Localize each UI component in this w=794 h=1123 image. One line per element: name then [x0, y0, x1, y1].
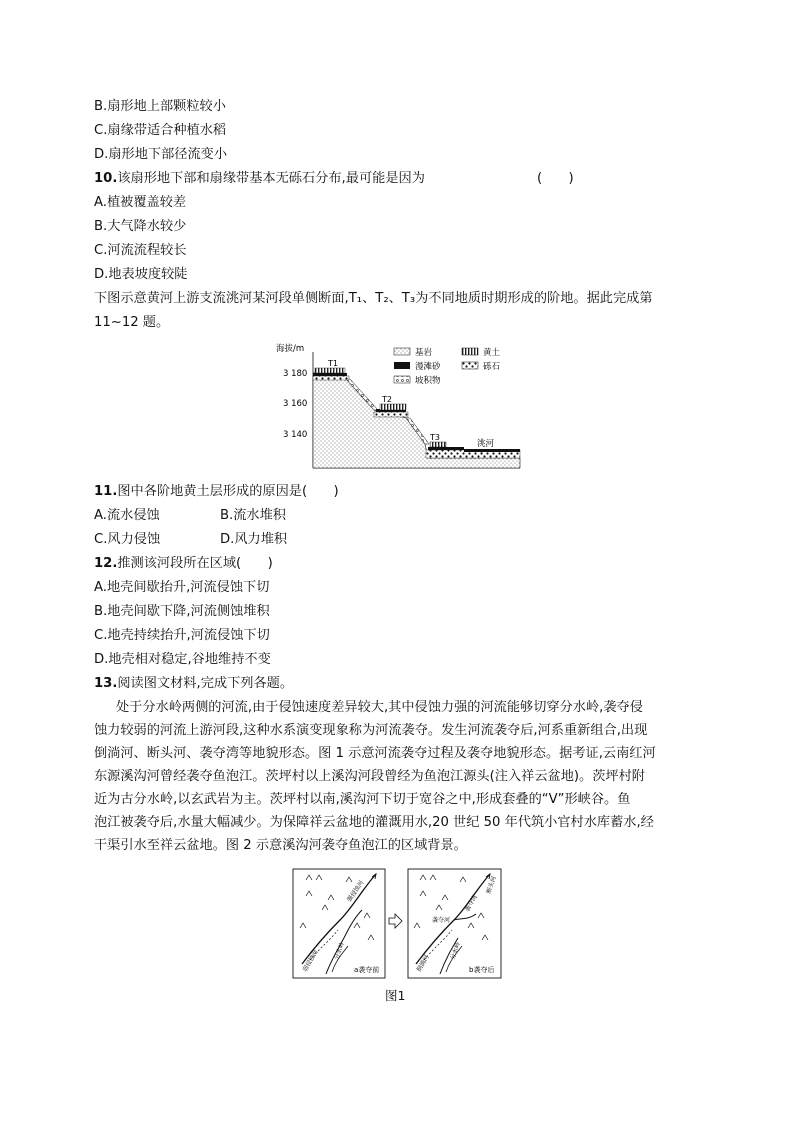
floodplain-sand — [464, 449, 520, 452]
q9-option-c: C.扇缘带适合种植水稻 — [94, 123, 227, 138]
t3-sand — [428, 447, 464, 450]
q13-para-line-4: 东源溪沟河曾经袭夺鱼泡江。茨坪村以上溪沟河段曾经为鱼泡江源头(注入祥云盆地)。茨坪村附 — [94, 769, 645, 784]
panel-a-caption: a袭夺前 — [354, 966, 380, 974]
q12-option-c: C.地壳持续抬升,河流侵蚀下切 — [94, 628, 270, 643]
t1-sand — [313, 373, 347, 376]
terrace-y-tick-3140: 3 140 — [283, 430, 308, 440]
t1-gravel — [313, 376, 349, 380]
transition-arrow — [389, 914, 402, 928]
legend-swatch-sand — [394, 362, 410, 369]
q10-text: 该扇形地下部和扇缘带基本无砾石分布,最可能是因为 — [117, 171, 425, 186]
q13-para-line-7: 干渠引水至祥云盆地。图 2 示意溪沟河袭夺鱼泡江的区域背景。 — [94, 838, 467, 853]
q11-option-b: B.流水堆积 — [220, 508, 286, 523]
intro-11-12-line2: 11~12 题。 — [94, 315, 170, 330]
q10-option-b: B.大气降水较少 — [94, 219, 187, 234]
legend-label-colluvium: 坡积物 — [415, 376, 441, 386]
q12-text: 推测该河段所在区域( ) — [117, 556, 273, 571]
q11-option-d: D.风力堆积 — [220, 532, 288, 547]
q12-stem — [94, 554, 273, 574]
panel-a-label-weak-river: 弱侵蚀河 — [301, 948, 320, 973]
terrace-y-tick-3160: 3 160 — [283, 399, 308, 409]
t2-loess — [380, 404, 406, 410]
q11-option-c: C.风力侵蚀 — [94, 532, 161, 547]
panel-before-capture — [293, 869, 385, 978]
legend-swatch-colluvium — [394, 376, 410, 383]
legend-label-loess: 黄土 — [483, 348, 501, 358]
panel-a-label-strong-river: 强侵蚀河 — [345, 879, 366, 904]
q10-number: 10. — [94, 171, 118, 186]
q13-stem — [94, 674, 293, 694]
terrace-y-axis-label: 海拔/m — [276, 344, 305, 354]
q13-para-line-2: 蚀力较弱的河流上游河段,这种水系演变现象称为河流袭夺。发生河流袭夺后,河系重新组合,出现 — [94, 723, 648, 738]
panel-b-label-capture-bend: 袭夺湾 — [463, 893, 479, 913]
t1-loess — [315, 368, 345, 373]
panel-b-label-reverse-river: 倒淌河 — [415, 953, 431, 973]
figure1-caption: 图1 — [385, 988, 406, 1003]
q12-number: 12. — [94, 556, 118, 571]
q13-para-line-1: 处于分水岭两侧的河流,由于侵蚀速度差异较大,其中侵蚀力强的河流能够切穿分水岭,袭夺侵 — [116, 700, 643, 715]
panel-b-label-beheaded-river: 断头河 — [485, 875, 499, 895]
river-label: 洮河 — [477, 439, 495, 449]
q13-para-line-3: 倒淌河、断头河、袭夺湾等地貌形态。图 1 示意河流袭夺过程及袭夺地貌形态。据考证,云南红河 — [94, 746, 656, 761]
panel-b-label-capture-river: 袭夺河 — [432, 917, 451, 924]
panel-b-label-divide: 分水岭 — [449, 941, 463, 961]
panel-b-caption: b袭夺后 — [469, 966, 495, 974]
river-capture-figure — [292, 868, 504, 980]
q10-option-a: A.植被覆盖较差 — [94, 195, 187, 210]
q12-option-a: A.地壳间歇抬升,河流侵蚀下切 — [94, 580, 270, 595]
q12-option-d: D.地壳相对稳定,谷地维持不变 — [94, 652, 271, 667]
t2-gravel — [374, 412, 408, 417]
q9-option-d: D.扇形地下部径流变小 — [94, 147, 228, 162]
q10-answer-bracket: ( ) — [537, 171, 574, 186]
q10-option-d: D.地表坡度较陡 — [94, 267, 188, 282]
q9-option-b: B.扇形地上部颗粒较小 — [94, 99, 226, 114]
q11-stem — [94, 482, 339, 502]
q12-option-b: B.地壳间歇下降,河流侧蚀堆积 — [94, 604, 270, 619]
q11-text: 图中各阶地黄土层形成的原因是( ) — [117, 484, 339, 499]
legend-label-gravel: 砾石 — [483, 362, 501, 372]
legend-label-bedrock: 基岩 — [415, 348, 433, 358]
terrace-y-tick-3180: 3 180 — [283, 369, 308, 379]
terrace-t3-label: T3 — [430, 433, 440, 442]
legend-swatch-gravel — [462, 362, 478, 369]
legend-swatch-bedrock — [394, 348, 410, 355]
legend-label-sand: 漫滩砂 — [415, 362, 441, 372]
intro-11-12-line1: 下图示意黄河上游支流洮河某河段单侧断面,T₁、T₂、T₃为不同地质时期形成的阶地。据此完成第 — [94, 291, 653, 306]
q11-option-a: A.流水侵蚀 — [94, 508, 160, 523]
terrace-cross-section-figure — [270, 338, 526, 472]
terrace-t1-label: T1 — [328, 359, 338, 368]
t3-loess — [430, 442, 446, 447]
panel-after-capture — [408, 869, 501, 978]
q13-para-line-5: 近为古分水岭,以玄武岩为主。茨坪村以南,溪沟河下切于宽谷之中,形成套叠的“V”形峡谷。鱼 — [94, 792, 631, 807]
q10-option-c: C.河流流程较长 — [94, 243, 187, 258]
q11-number: 11. — [94, 484, 118, 499]
terrace-t2-label: T2 — [382, 395, 392, 404]
q13-text: 阅读图文材料,完成下列各题。 — [117, 676, 294, 691]
q13-number: 13. — [94, 676, 118, 691]
legend-swatch-loess — [462, 348, 478, 355]
panel-a-label-divide: 分水岭 — [333, 941, 347, 961]
q10-stem — [94, 169, 425, 189]
q13-para-line-6: 泡江被袭夺后,水量大幅减少。为保障祥云盆地的灌溉用水,20 世纪 50 年代筑小官村水库蓄水,经 — [94, 815, 654, 830]
